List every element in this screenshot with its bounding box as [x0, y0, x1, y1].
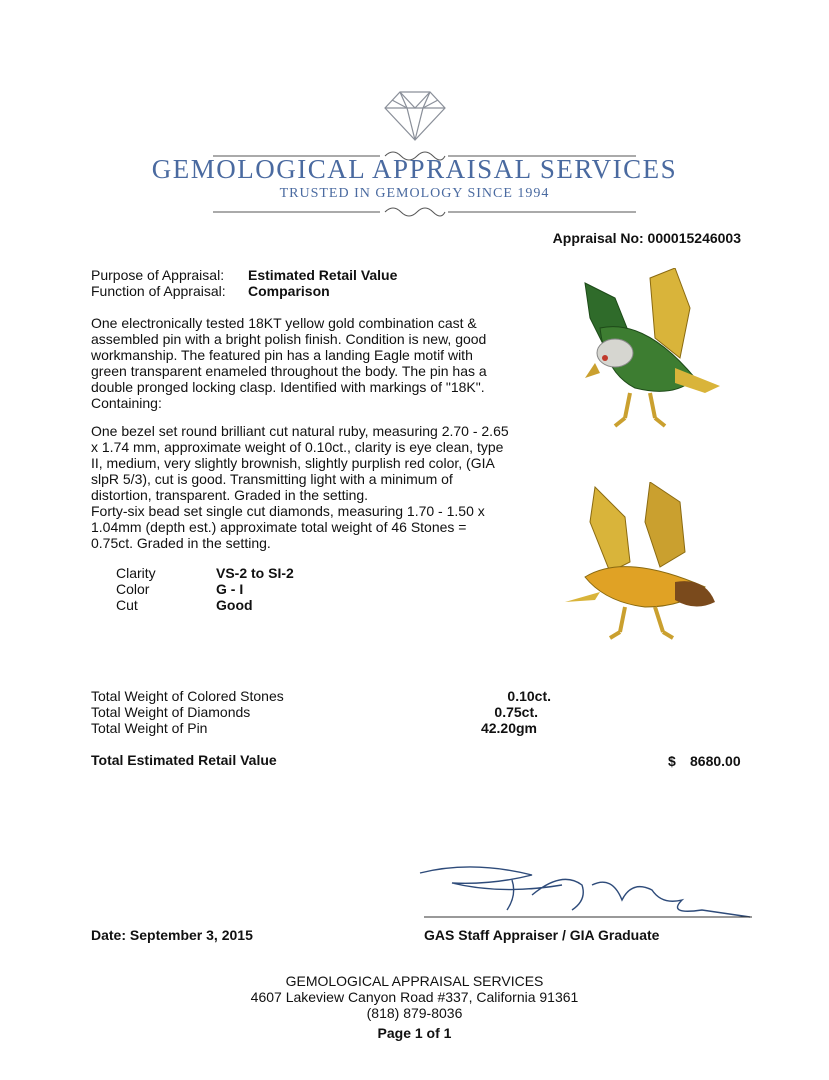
total-value: 42.20gm: [480, 720, 537, 736]
footer-address: 4607 Lakeview Canyon Road #337, California 91361: [250, 989, 579, 1005]
total-diamonds: [91, 704, 538, 720]
total-value: 0.10ct.: [507, 688, 551, 704]
retail-value-label: Total Estimated Retail Value: [91, 752, 277, 768]
eagle-pin-photo-front: [555, 268, 735, 443]
spec-value: G - I: [216, 581, 244, 597]
spec-label: Cut: [116, 597, 138, 613]
total-label: Total Weight of Pin: [91, 720, 208, 736]
retail-currency: $: [668, 753, 676, 769]
retail-amount: 8680.00: [690, 753, 741, 769]
eagle-pin-photo: [585, 268, 720, 426]
appraiser-title: GAS Staff Appraiser / GIA Graduate: [424, 927, 660, 943]
purpose-row: [91, 267, 397, 283]
spec-label: Clarity: [116, 565, 156, 581]
appraisal-date: Date: September 3, 2015: [91, 927, 253, 943]
spec-cut: [116, 597, 253, 613]
company-tagline: TRUSTED IN GEMOLOGY SINCE 1994: [279, 186, 550, 201]
function-value: Comparison: [248, 283, 330, 299]
total-pin-weight: [91, 720, 537, 736]
footer-company: GEMOLOGICAL APPRAISAL SERVICES: [285, 973, 544, 989]
eagle-pin-photo-back: [555, 482, 735, 642]
eagle-pin-photo: [565, 482, 715, 638]
signature: [412, 855, 757, 925]
purpose-value: Estimated Retail Value: [248, 267, 398, 283]
page-number: Page 1 of 1: [377, 1025, 452, 1041]
spec-value: VS-2 to SI-2: [216, 565, 294, 581]
function-label: Function of Appraisal:: [91, 283, 226, 299]
description-paragraph-2: One bezel set round brilliant cut natural ruby, measuring 2.70 - 2.65 x 1.74 mm, approximate weight of 0.10ct., clarity is eye clean, type II, medium, very slightly brownish, slightly purplish red color, (GIA slpR 5/3), cut is good. Transmitting light with a minimum of distortion, transparent. Graded in the setting.: [91, 423, 509, 503]
header-logo: [0, 0, 829, 240]
total-colored-stones: [91, 688, 551, 704]
purpose-label: Purpose of Appraisal:: [91, 267, 225, 283]
company-name: GEMOLOGICAL APPRAISAL SERVICES: [151, 154, 678, 184]
spec-clarity: [116, 565, 294, 581]
function-row: [91, 283, 330, 299]
diamond-logo-icon: [385, 92, 445, 140]
total-value: 0.75ct.: [494, 704, 538, 720]
spec-color: [116, 581, 243, 597]
total-label: Total Weight of Diamonds: [91, 704, 251, 720]
description-paragraph-1: One electronically tested 18KT yellow gold combination cast & assembled pin with a bright polish finish. Condition is new, good workmanship. The featured pin has a landing Eagle motif with green transparent enameled throughout the body. The pin has a double pronged locking clasp. Identified with markings of "18K". Containing:: [91, 315, 487, 411]
spec-value: Good: [216, 597, 253, 613]
total-label: Total Weight of Colored Stones: [91, 688, 284, 704]
spec-label: Color: [116, 581, 150, 597]
footer-phone: (818) 879-8036: [366, 1005, 463, 1021]
description-paragraph-3: Forty-six bead set single cut diamonds, measuring 1.70 - 1.50 x 1.04mm (depth est.) approximate total weight of 46 Stones = 0.75ct. Graded in the setting.: [91, 503, 485, 551]
appraisal-number: Appraisal No: 000015246003: [552, 230, 741, 246]
